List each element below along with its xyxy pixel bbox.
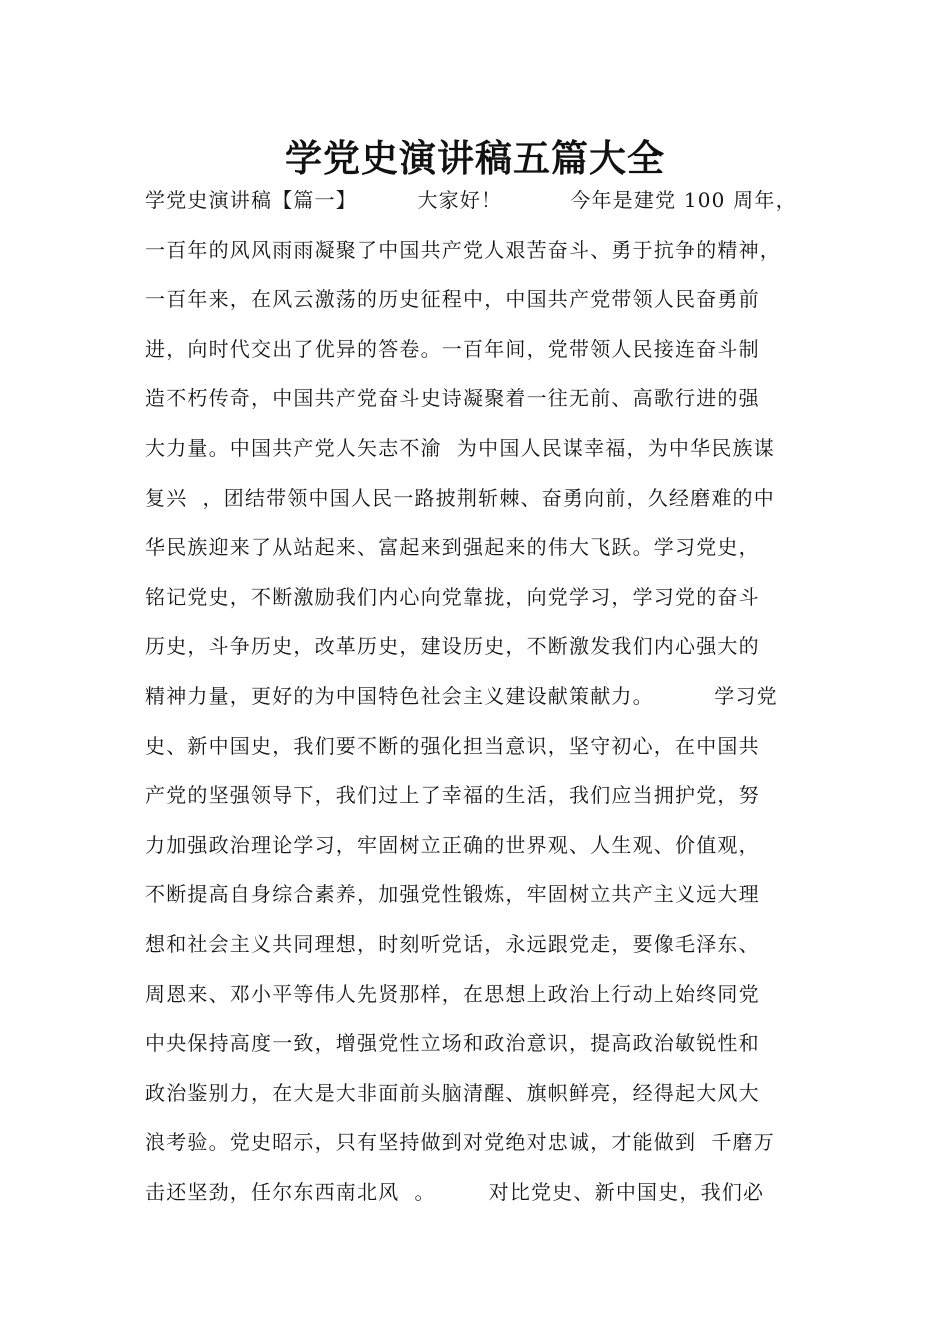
body-text-line: 周恩来、邓小平等伟人先贤那样，在思想上政治上行动上始终同党 (145, 982, 760, 1006)
body-text-line: 击还坚劲，任尔东西南北风 。 对比党史、新中国史，我们必 (145, 1180, 765, 1204)
body-text-line: 浪考验。党史昭示，只有坚持做到对党绝对忠诚，才能做到 千磨万 (145, 1130, 775, 1154)
body-text-line: 想和社会主义共同理想，时刻听党话，永远跟党走，要像毛泽东、 (145, 932, 760, 956)
body-text-line: 复兴 ，团结带领中国人民一路披荆斩棘、奋勇向前，久经磨难的中 (145, 486, 775, 510)
body-text-line: 史、新中国史，我们要不断的强化担当意识，坚守初心，在中国共 (145, 734, 760, 758)
body-text-line: 历史，斗争历史，改革历史，建设历史，不断激发我们内心强大的 (145, 634, 760, 658)
body-text-line: 产党的坚强领导下，我们过上了幸福的生活，我们应当拥护党，努 (145, 783, 760, 807)
body-text-line: 不断提高自身综合素养，加强党性锻炼，牢固树立共产主义远大理 (145, 882, 760, 906)
body-text-line: 政治鉴别力，在大是大非面前头脑清醒、旗帜鲜亮，经得起大风大 (145, 1081, 760, 1105)
body-text-line: 铭记党史，不断激励我们内心向党靠拢，向党学习，学习党的奋斗 (145, 585, 760, 609)
body-text-line: 力加强政治理论学习，牢固树立正确的世界观、人生观、价值观， (145, 833, 760, 857)
body-text-line: 一百年的风风雨雨凝聚了中国共产党人艰苦奋斗、勇于抗争的精神， (145, 238, 781, 262)
body-text-line: 学党史演讲稿【篇一】 大家好！ 今年是建党 100 周年， (145, 188, 797, 212)
body-text-line: 造不朽传奇，中国共产党奋斗史诗凝聚着一往无前、高歌行进的强 (145, 386, 760, 410)
body-text-line: 进，向时代交出了优异的答卷。一百年间，党带领人民接连奋斗制 (145, 337, 760, 361)
document-title: 学党史演讲稿五篇大全 (285, 137, 665, 180)
body-text-line: 大力量。中国共产党人矢志不渝 为中国人民谋幸福，为中华民族谋 (145, 436, 775, 460)
body-text-line: 华民族迎来了从站起来、富起来到强起来的伟大飞跃。学习党史， (145, 535, 760, 559)
body-text-line: 一百年来，在风云激荡的历史征程中，中国共产党带领人民奋勇前 (145, 287, 760, 311)
body-text-line: 精神力量，更好的为中国特色社会主义建设献策献力。 学习党 (145, 684, 778, 708)
body-text-line: 中央保持高度一致，增强党性立场和政治意识，提高政治敏锐性和 (145, 1031, 760, 1055)
